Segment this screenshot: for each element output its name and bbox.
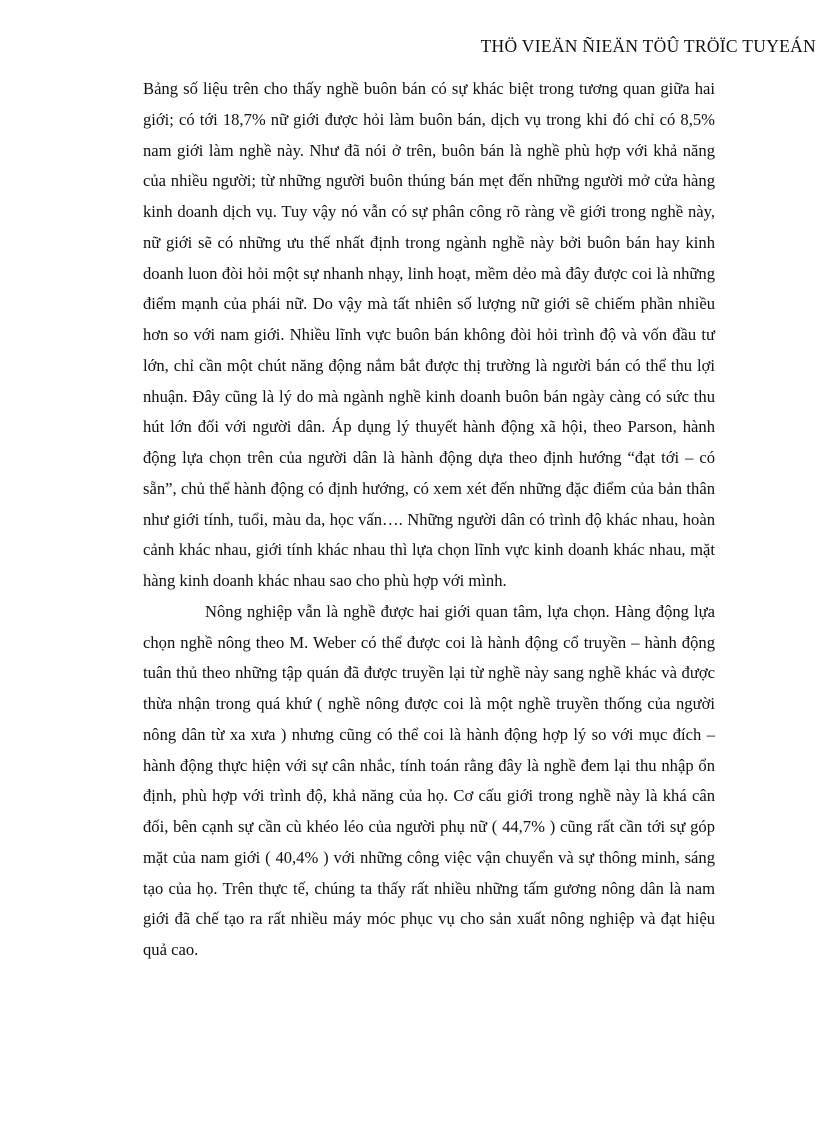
paragraph-trade: Bảng số liệu trên cho thấy nghề buôn bán có sự khác biệt trong tương quan giữa hai giới; có tới 18,7% nữ giới được hỏi làm buôn bán, dịch vụ trong khi đó chỉ có 8,5% nam giới làm nghề này. Như đã nói ở trên, buôn bán là nghề phù hợp với khả năng của nhiều người; từ những người buôn thúng bán mẹt đến những người mở cửa hàng kinh doanh dịch vụ. Tuy vậy nó vẫn có sự phân công rõ ràng về giới trong nghề này, nữ giới sẽ có những ưu thế nhất định trong ngành nghề này bởi buôn bán hay kinh doanh luon đòi hỏi một sự nhanh nhạy, linh hoạt, mềm dẻo mà đây được coi là những điểm mạnh của phái nữ. Do vậy mà tất nhiên số lượng nữ giới sẽ chiếm phần nhiều hơn so với nam giới. Nhiều lĩnh vực buôn bán không đòi hỏi trình độ và vốn đầu tư lớn, chỉ cần một chút năng động nắm bắt được thị trường là người bán có thể thu lợi nhuận. Đây cũng là lý do mà ngành nghề kinh doanh buôn bán ngày càng có sức thu hút lớn đối với người dân. Áp dụng lý thuyết hành động xã hội, theo Parson, hành động lựa chọn trên của người dân là hành động dựa theo định hướng “đạt tới – có sẵn”, chủ thể hành động có định hướng, có xem xét đến những đặc điểm của bản thân như giới tính, tuổi, màu da, học vấn…. Những người dân có trình độ khác nhau, hoàn cảnh khác nhau, giới tính khác nhau thì lựa chọn lĩnh vực kinh doanh khác nhau, mặt hàng kinh doanh khác nhau sao cho phù hợp với mình. xyxy=(143,79,715,590)
paragraph-agriculture: Nông nghiệp vẫn là nghề được hai giới quan tâm, lựa chọn. Hàng động lựa chọn nghề nông theo M. Weber có thể được coi là hành động cổ truyền – hành động tuân thủ theo những tập quán đã được truyền lại từ nghề này sang nghề khác và được thừa nhận trong quá khứ ( nghề nông được coi là một nghề truyền thống của người nông dân từ xa xưa ) nhưng cũng có thể coi là hành động hợp lý so với mục đích – hành động thực hiện với sự cân nhắc, tính toán rằng đây là nghề đem lại thu nhập ổn định, phù hợp với trình độ, khả năng của họ. Cơ cấu giới trong nghề này là khá cân đối, bên cạnh sự cần cù khéo léo của người phụ nữ ( 44,7% ) cũng rất cần tới sự góp mặt của nam giới ( 40,4% ) với những công việc vận chuyển và sự thông minh, sáng tạo của họ. Trên thực tế, chúng ta thấy rất nhiều những tấm gương nông dân là nam giới đã chế tạo ra rất nhiều máy móc phục vụ cho sản xuất nông nghiệp và đạt hiệu quả cao. xyxy=(143,601,715,959)
page-header: THÖ VIEÄN ÑIEÄN TÖÛ TRÖÏC TUYEÁN xyxy=(480,36,816,56)
document-body xyxy=(143,74,715,966)
